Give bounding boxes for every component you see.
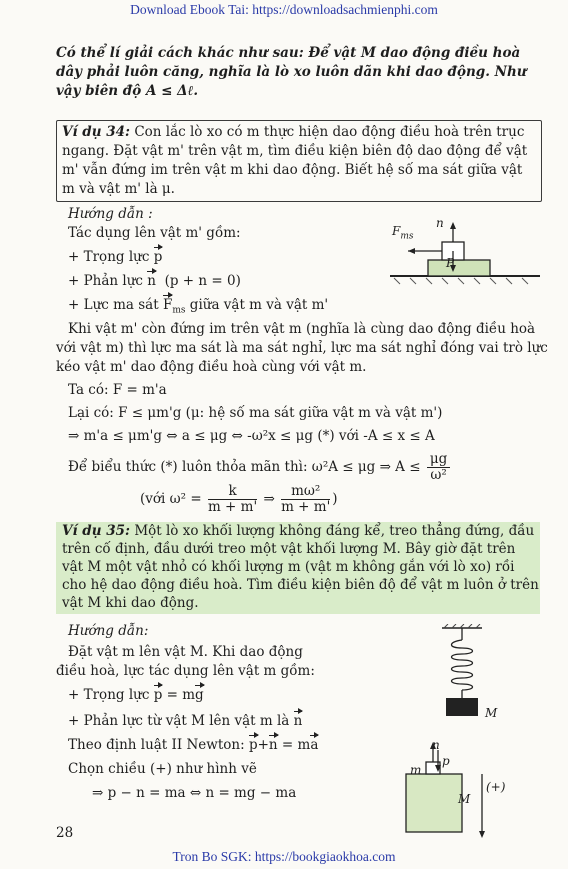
solution-34-eq-5: (với ω² = $\frac{k}{m + m'}$ ⇒ $\frac{\text{mω²}}{m + m'}$ ) bbox=[140, 483, 338, 515]
solution-35-heading: Hướng dẫn: bbox=[68, 623, 149, 639]
intro-line-2: dây phải luôn căng, nghĩa là lò xo luôn dãn khi dao động. Như bbox=[56, 64, 527, 80]
figure-35-weight-label: p bbox=[442, 754, 450, 768]
solution-34-force-normal bbox=[68, 272, 241, 290]
example-35-line-2: trên cố định, đầu dưới treo một vật khối lượng M. Bây giờ đặt trên bbox=[62, 541, 516, 557]
solution-35-line-2: điều hoà, lực tác dụng lên vật m gồm: bbox=[56, 663, 315, 679]
figure-35-mass-M-label: M bbox=[485, 706, 498, 720]
solution-34-eq-3: ⇒ m'a ≤ μm'g ⇔ a ≤ μg ⇔ -ω²x ≤ μg (*) với -A ≤ x ≤ A bbox=[68, 428, 435, 444]
solution-34-force-friction bbox=[68, 296, 328, 320]
example-34-text: Con lắc lò xo có m thực hiện dao động điều hoà trên trục bbox=[130, 124, 525, 140]
example-34-line-1 bbox=[62, 123, 524, 141]
figure-35-big-M-label: M bbox=[458, 792, 471, 806]
solution-34-para-3: kéo vật m' dao động điều hoà cùng với vật m. bbox=[56, 359, 367, 375]
page-footer-url: Tron Bo SGK: https://bookgiaokhoa.com bbox=[172, 849, 396, 864]
fraction-k: $\frac{k}{m + m'}$ bbox=[207, 483, 258, 515]
example-35-label: Ví dụ 35: bbox=[62, 523, 131, 539]
force-weight-label-35: + Trọng lực bbox=[68, 687, 150, 703]
force-normal-label-35: + Phản lực từ vật M lên vật m là bbox=[68, 713, 290, 729]
vector-fms: F bbox=[162, 297, 173, 313]
fraction-mu-g-omega: $\frac{\mu g}{\text{ω²}}$ bbox=[427, 452, 450, 483]
force-weight-label: + Trọng lực bbox=[68, 249, 150, 265]
solution-34-para-1: Khi vật m' còn đứng im trên vật m (nghĩa là cùng dao động điều hoà bbox=[68, 321, 536, 337]
solution-34-para-2: với vật m) thì lực ma sát là ma sát nghỉ, lực ma sát nghỉ đóng vai trò lực bbox=[56, 340, 548, 356]
example-35-text: Một lò xo khối lượng không đáng kể, treo thẳng đứng, đầu bbox=[130, 523, 535, 539]
force-friction-desc: giữa vật m và vật m' bbox=[189, 297, 329, 313]
solution-35-newton: Theo định luật II Newton: p+n = ma bbox=[68, 737, 319, 753]
example-34-line-3: m' vẫn đứng im trên vật m khi dao động. Biết hệ số ma sát giữa vật bbox=[62, 162, 523, 178]
eq-5-text: (với ω² = bbox=[140, 491, 202, 507]
force-friction-label: + Lực ma sát bbox=[68, 297, 159, 313]
example-35-line-1 bbox=[62, 522, 534, 540]
force-normal-label: + Phản lực bbox=[68, 273, 143, 289]
fms-sub: ms bbox=[172, 305, 186, 316]
figure-34-weight-label: P bbox=[446, 256, 455, 270]
solution-34-force-weight bbox=[68, 248, 162, 266]
example-34-line-2: ngang. Đặt vật m' trên vật m, tìm điều kiện biên độ dao động để vật bbox=[62, 143, 528, 159]
vector-p: p bbox=[153, 249, 163, 265]
figure-35-small-m-label: m bbox=[410, 763, 422, 777]
solution-35-force-weight: + Trọng lực p = mg bbox=[68, 687, 204, 703]
figure-35-normal-label: n bbox=[432, 738, 440, 752]
page-number: 28 bbox=[56, 825, 74, 841]
intro-line-1: Có thể lí giải cách khác như sau: Để vật M dao động điều hoà bbox=[56, 45, 521, 61]
figure-35-spring-mass bbox=[430, 624, 510, 724]
page-header-url: Download Ebook Tai: https://downloadsachmienphi.com bbox=[130, 2, 438, 17]
solution-34-eq-1: Ta có: F = m'a bbox=[68, 382, 167, 398]
solution-35-direction: Chọn chiều (+) như hình vẽ bbox=[68, 761, 257, 777]
example-34-line-4: m và vật m' là μ. bbox=[62, 181, 175, 197]
fraction-m-omega: $\frac{\text{mω²}}{m + m'}$ bbox=[281, 483, 331, 515]
solution-35-force-normal: + Phản lực từ vật M lên vật m là n bbox=[68, 713, 303, 729]
vector-n: n bbox=[147, 273, 156, 289]
solution-34-heading: Hướng dẫn : bbox=[68, 206, 153, 222]
figure-34-normal-label: n bbox=[436, 216, 444, 230]
example-35-line-5: vật M khi dao động. bbox=[62, 595, 199, 611]
solution-35-line-1: Đặt vật m lên vật M. Khi dao động bbox=[68, 644, 303, 660]
force-balance: (p + n = 0) bbox=[164, 273, 241, 289]
solution-34-eq-2: Lại có: F ≤ μm'g (μ: hệ số ma sát giữa vật m và vật m') bbox=[68, 405, 443, 421]
example-34-label: Ví dụ 34: bbox=[62, 124, 131, 140]
figure-34-friction-label: $F_{ms}$ bbox=[392, 224, 414, 242]
solution-35-final: ⇒ p − n = ma ⇔ n = mg − ma bbox=[92, 785, 297, 801]
newton-label: Theo định luật II Newton: bbox=[68, 737, 245, 753]
solution-34-eq-4 bbox=[68, 452, 452, 483]
example-35-line-4: cho hệ dao động điều hoà. Tìm điều kiện biên độ để vật m luôn ở trên bbox=[62, 577, 539, 593]
intro-line-3: vậy biên độ A ≤ Δℓ. bbox=[56, 83, 199, 99]
example-35-line-3: vật M một vật nhỏ có khối lượng m (vật m không gắn với lò xo) rồi bbox=[62, 559, 515, 575]
eq-4-text: Để biểu thức (*) luôn thỏa mãn thì: ω²A ≤ μg ⇒ A ≤ bbox=[68, 459, 421, 475]
figure-35-positive-direction: (+) bbox=[486, 780, 506, 794]
solution-34-forces-intro: Tác dụng lên vật m' gồm: bbox=[68, 225, 241, 241]
